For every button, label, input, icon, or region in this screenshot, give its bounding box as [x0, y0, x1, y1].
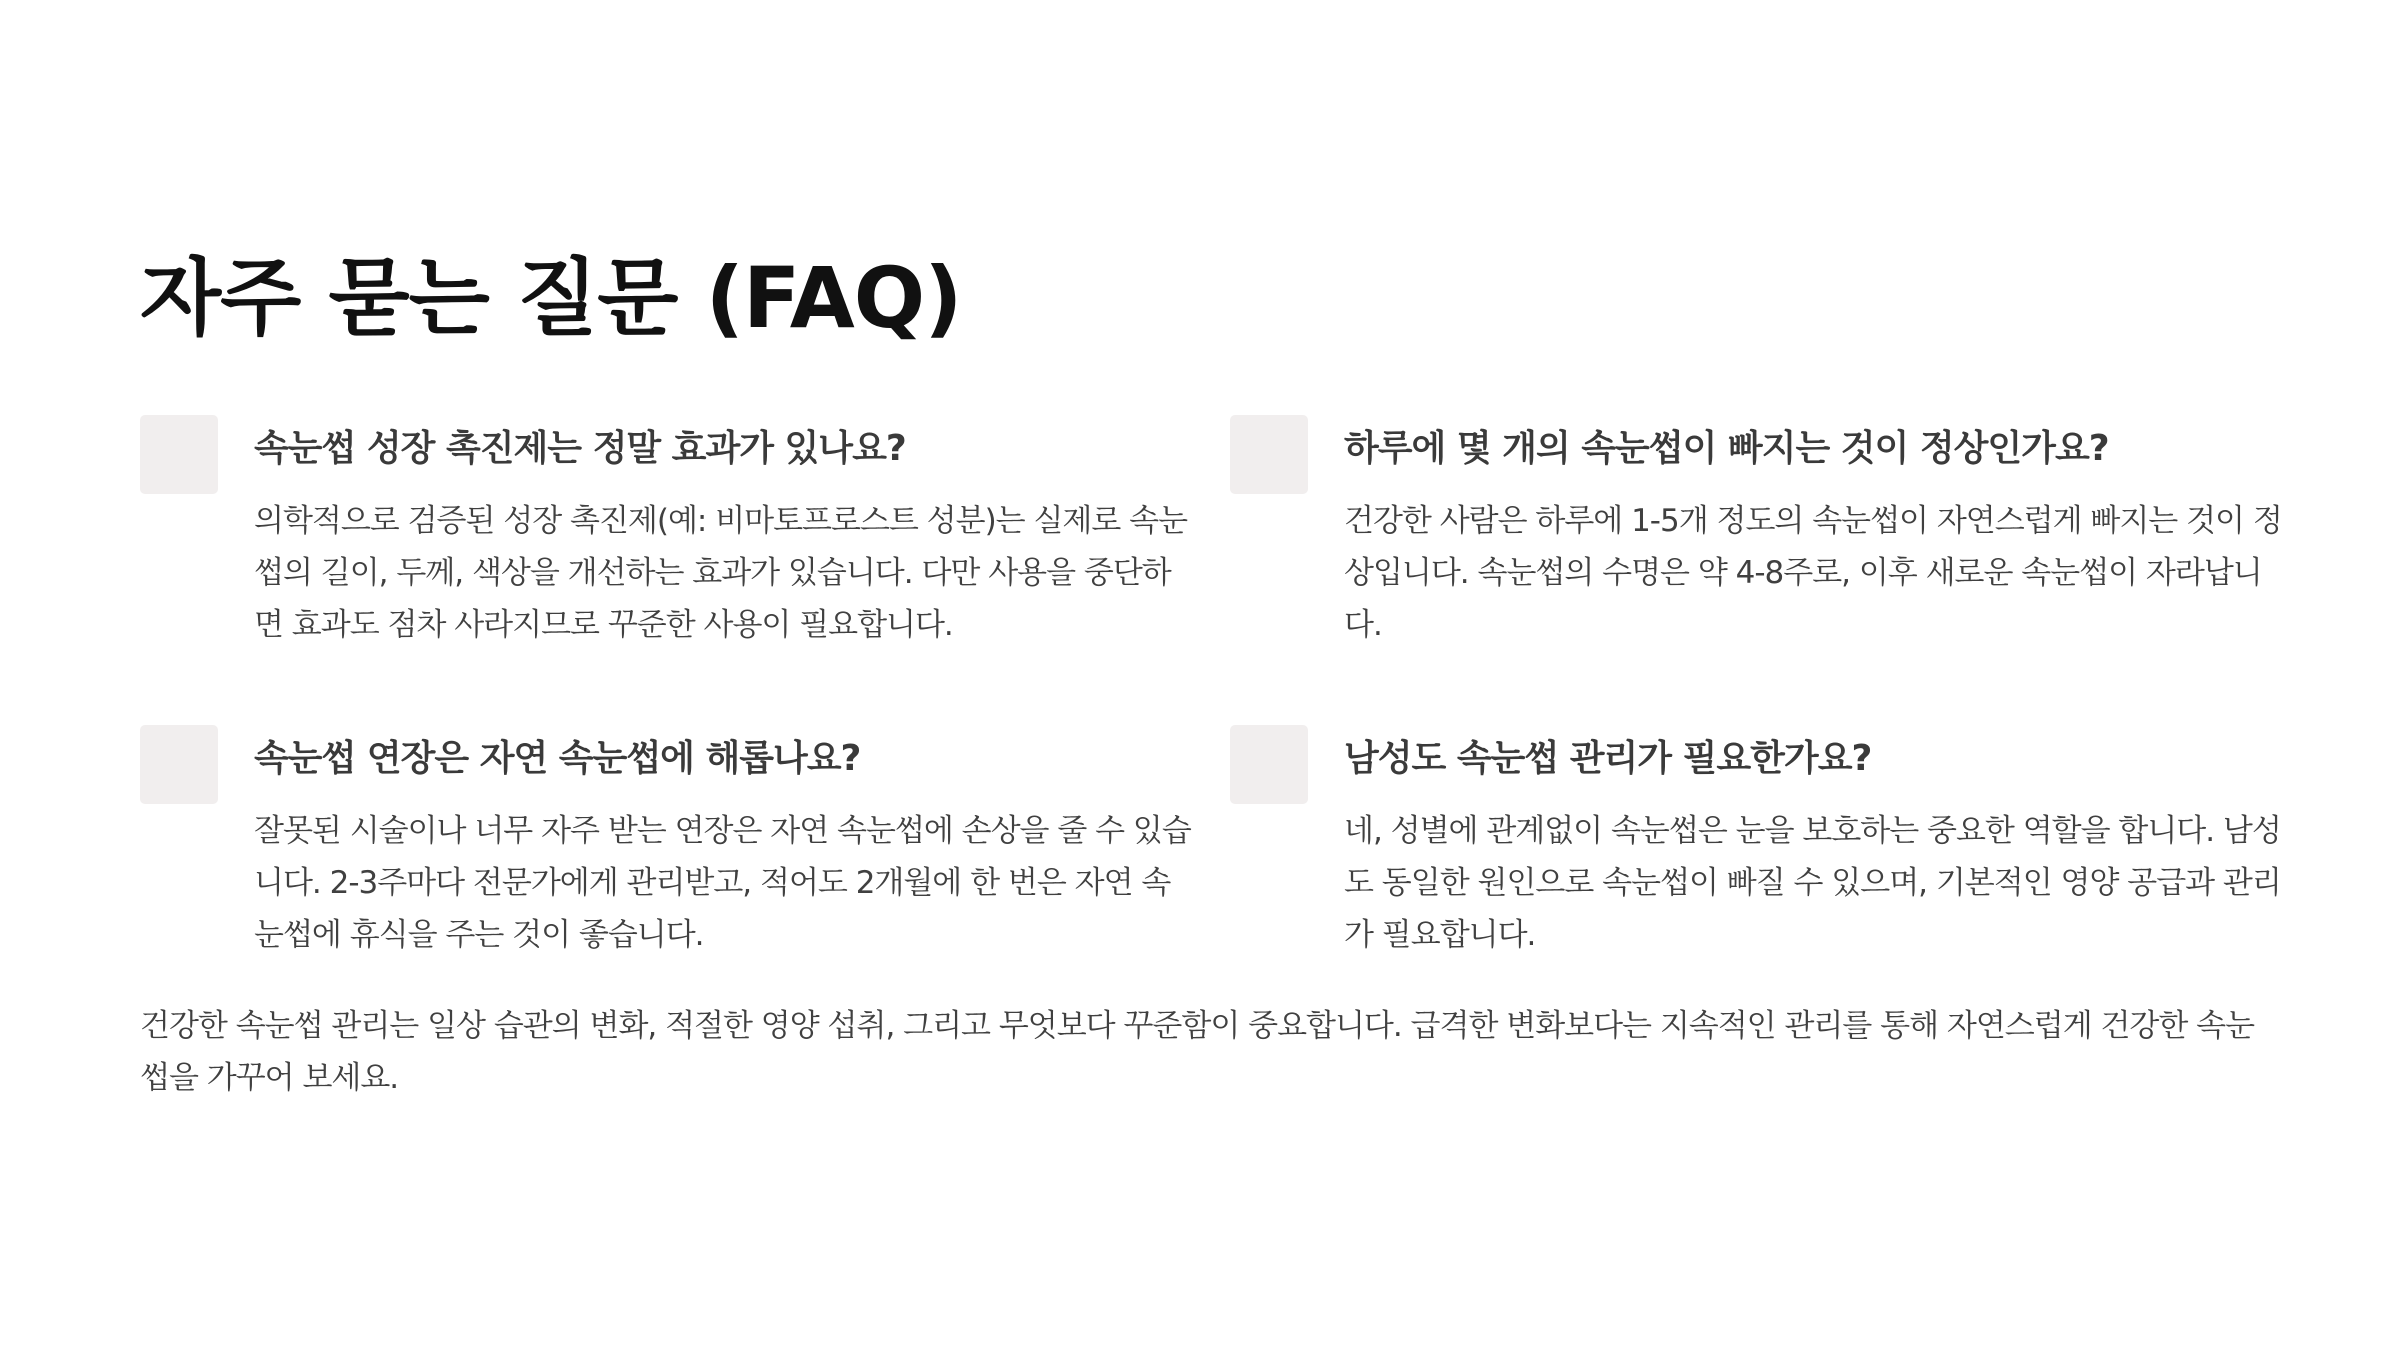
faq-item	[140, 415, 1188, 675]
faq-item	[1230, 415, 2282, 675]
faq-marker	[140, 725, 218, 804]
faq-question: 속눈썹 성장 촉진제는 정말 효과가 있나요?	[254, 428, 906, 469]
faq-item	[1230, 725, 2281, 985]
slide-title: 자주 묻는 질문 (FAQ)	[140, 249, 962, 347]
faq-marker	[1230, 725, 1308, 804]
closing-paragraph: 건강한 속눈썹 관리는 일상 습관의 변화, 적절한 영양 섭취, 그리고 무엇보다 꾸준함이 중요합니다. 급격한 변화보다는 지속적인 관리를 통해 자연스럽게 건강한 속눈썹을 가꾸어 보세요.	[140, 1008, 2255, 1096]
faq-question: 하루에 몇 개의 속눈썹이 빠지는 것이 정상인가요?	[1344, 428, 2109, 469]
faq-answer: 잘못된 시술이나 너무 자주 받는 연장은 자연 속눈썹에 손상을 줄 수 있습니다. 2-3주마다 전문가에게 관리받고, 적어도 2개월에 한 번은 자연 속눈썹에 휴식을 주는 것이 좋습니다.	[254, 813, 1191, 953]
faq-answer: 건강한 사람은 하루에 1-5개 정도의 속눈썹이 자연스럽게 빠지는 것이 정상입니다. 속눈썹의 수명은 약 4-8주로, 이후 새로운 속눈썹이 자라납니다.	[1344, 503, 2282, 643]
faq-question: 남성도 속눈썹 관리가 필요한가요?	[1344, 738, 1872, 779]
faq-answer: 네, 성별에 관계없이 속눈썹은 눈을 보호하는 중요한 역할을 합니다. 남성도 동일한 원인으로 속눈썹이 빠질 수 있으며, 기본적인 영양 공급과 관리가 필요합니다.	[1344, 813, 2281, 953]
faq-question: 속눈썹 연장은 자연 속눈썹에 해롭나요?	[254, 738, 861, 779]
faq-marker	[1230, 415, 1308, 494]
faq-item	[140, 725, 1191, 985]
faq-marker	[140, 415, 218, 494]
faq-answer: 의학적으로 검증된 성장 촉진제(예: 비마토프로스트 성분)는 실제로 속눈썹의 길이, 두께, 색상을 개선하는 효과가 있습니다. 다만 사용을 중단하면 효과도 점차 사라지므로 꾸준한 사용이 필요합니다.	[254, 503, 1188, 643]
